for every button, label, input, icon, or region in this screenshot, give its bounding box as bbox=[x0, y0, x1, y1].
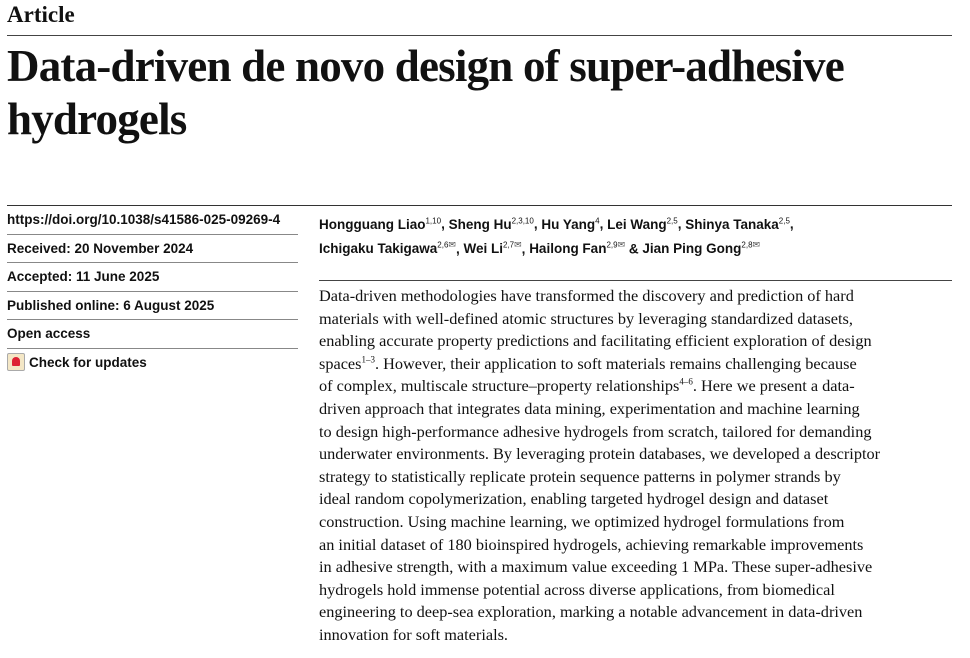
author-separator: , bbox=[599, 216, 608, 232]
open-access-label: Open access bbox=[7, 320, 298, 349]
abstract-text: driven approach that integrates data mining, experimentation and machine learning bbox=[319, 398, 860, 418]
abstract-text: of complex, multiscale structure–property relationships bbox=[319, 376, 680, 396]
author-separator: , bbox=[455, 241, 464, 256]
doi-link[interactable]: https://doi.org/10.1038/s41586-025-09269-4 bbox=[7, 206, 298, 235]
abstract-text: engineering to deep-sea exploration, marking a notable advancement in data-driven bbox=[319, 602, 863, 622]
author-separator: , bbox=[677, 216, 686, 232]
abstract-text: . Here we present a data- bbox=[692, 376, 855, 396]
abstract-line bbox=[319, 308, 939, 331]
article-title bbox=[7, 40, 957, 146]
abstract-line bbox=[319, 601, 939, 624]
crossmark-icon bbox=[7, 353, 25, 371]
abstract-line bbox=[319, 375, 939, 398]
article-type-label: Article bbox=[7, 2, 75, 27]
author-name[interactable]: Jian Ping Gong bbox=[642, 241, 742, 256]
author[interactable] bbox=[607, 217, 678, 232]
author-affiliation: 2,8 bbox=[741, 240, 753, 250]
author-name[interactable]: Lei Wang bbox=[607, 216, 667, 232]
title-line: hydrogels bbox=[7, 94, 187, 144]
author[interactable] bbox=[685, 217, 790, 232]
title-line: Data-driven de novo design of super-adhesive bbox=[7, 41, 844, 91]
author-name[interactable]: Sheng Hu bbox=[448, 216, 512, 232]
author-name[interactable]: Wei Li bbox=[463, 241, 503, 256]
abstract-line bbox=[319, 353, 939, 376]
author-affiliation: 2,5 bbox=[666, 216, 678, 225]
abstract-text: materials with well-defined atomic structures by leveraging standardized datasets, bbox=[319, 308, 853, 328]
envelope-icon[interactable]: ✉ bbox=[752, 239, 761, 250]
envelope-icon[interactable]: ✉ bbox=[514, 239, 522, 250]
abstract-text: innovation for soft materials. bbox=[319, 624, 508, 644]
abstract-line bbox=[319, 398, 939, 421]
abstract-line bbox=[319, 534, 939, 557]
author-list bbox=[319, 211, 949, 259]
abstract-text: underwater environments. By leveraging protein databases, we developed a descriptor bbox=[319, 444, 881, 464]
abstract-line bbox=[319, 330, 939, 353]
author-separator: & bbox=[625, 241, 643, 256]
abstract-text: Data-driven methodologies have transformed the discovery and prediction of hard bbox=[319, 286, 854, 305]
author[interactable] bbox=[529, 241, 625, 256]
author-separator: , bbox=[441, 216, 449, 232]
author-affiliation: 1,10 bbox=[425, 216, 442, 225]
abstract-line bbox=[319, 443, 939, 466]
abstract bbox=[319, 285, 939, 647]
abstract-text: an initial dataset of 180 bioinspired hydrogels, achieving remarkable improvements bbox=[319, 534, 864, 554]
author[interactable] bbox=[541, 217, 599, 232]
author-affiliation: 2,9 bbox=[606, 240, 618, 250]
published-date: Published online: 6 August 2025 bbox=[7, 292, 298, 321]
abstract-text: ideal random copolymerization, enabling targeted hydrogel design and dataset bbox=[319, 489, 829, 509]
abstract-line bbox=[319, 579, 939, 602]
citation-reference[interactable]: 4–6 bbox=[679, 376, 693, 387]
author-affiliation: 4 bbox=[595, 216, 600, 225]
author-affiliation: 2,5 bbox=[778, 216, 790, 225]
author-name[interactable]: Shinya Tanaka bbox=[685, 216, 779, 232]
envelope-icon[interactable]: ✉ bbox=[617, 239, 626, 250]
abstract-text: strategy to statistically replicate protein sequence patterns in polymer strands by bbox=[319, 466, 841, 486]
envelope-icon[interactable]: ✉ bbox=[448, 239, 456, 250]
abstract-line bbox=[319, 285, 939, 308]
abstract-line bbox=[319, 511, 939, 534]
author[interactable] bbox=[463, 241, 521, 256]
author-name[interactable]: Ichigaku Takigawa bbox=[319, 241, 438, 256]
author-separator: , bbox=[789, 216, 794, 232]
author-affiliation: 2,3,10 bbox=[511, 216, 534, 225]
author-name[interactable]: Hailong Fan bbox=[529, 241, 607, 256]
abstract-text: hydrogels hold immense potential across diverse applications, from biomedical bbox=[319, 579, 835, 599]
abstract-text: to design high-performance adhesive hydrogels from scratch, tailored for demanding bbox=[319, 421, 872, 441]
abstract-text: in adhesive strength, with a maximum value exceeding 1 MPa. These super-adhesive bbox=[319, 557, 873, 577]
accepted-date: Accepted: 11 June 2025 bbox=[7, 263, 298, 292]
author[interactable] bbox=[642, 241, 760, 256]
author[interactable] bbox=[449, 217, 534, 232]
abstract-text: spaces bbox=[319, 353, 362, 373]
article-metadata bbox=[7, 206, 298, 376]
abstract-line bbox=[319, 488, 939, 511]
abstract-line bbox=[319, 421, 939, 444]
abstract-text: construction. Using machine learning, we optimized hydrogel formulations from bbox=[319, 511, 845, 531]
header-divider bbox=[7, 35, 952, 36]
author-name[interactable]: Hongguang Liao bbox=[319, 216, 426, 232]
author-affiliation: 2,6 bbox=[437, 240, 449, 250]
abstract-line bbox=[319, 556, 939, 579]
author-separator: , bbox=[521, 241, 530, 256]
author-name[interactable]: Hu Yang bbox=[541, 216, 596, 232]
check-for-updates-button[interactable] bbox=[7, 349, 298, 377]
authors-divider bbox=[319, 280, 952, 281]
abstract-line bbox=[319, 466, 939, 489]
citation-reference[interactable]: 1–3 bbox=[361, 354, 375, 365]
abstract-text: . However, their application to soft materials remains challenging because bbox=[375, 353, 857, 373]
author-affiliation: 2,7 bbox=[503, 240, 515, 250]
abstract-text: enabling accurate property predictions and facilitating efficient exploration of design bbox=[319, 331, 872, 351]
author[interactable] bbox=[319, 217, 441, 232]
received-date: Received: 20 November 2024 bbox=[7, 235, 298, 264]
author[interactable] bbox=[319, 241, 456, 256]
check-updates-label: Check for updates bbox=[29, 354, 147, 370]
abstract-line bbox=[319, 624, 939, 647]
author-separator: , bbox=[533, 216, 542, 232]
